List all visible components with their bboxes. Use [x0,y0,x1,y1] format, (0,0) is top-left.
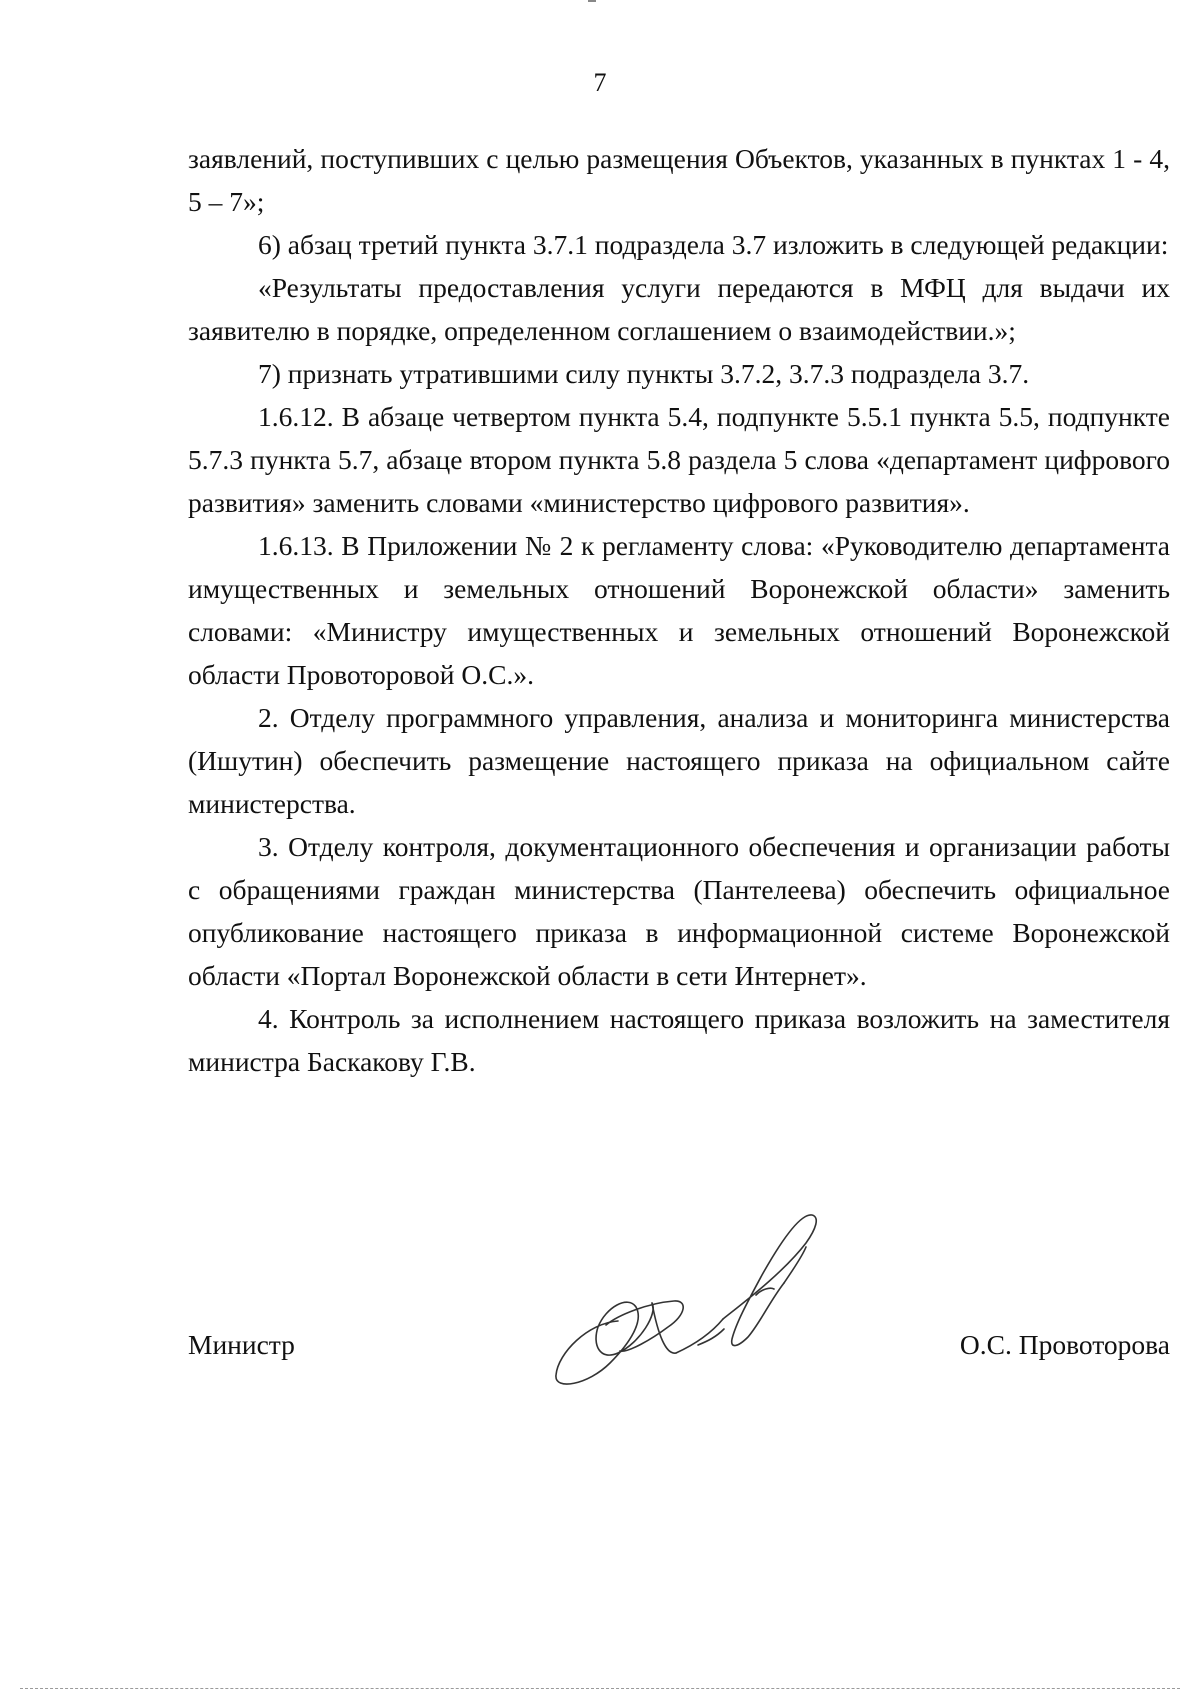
scan-mark [588,0,596,2]
paragraph: заявлений, поступивших с целью размещения Объектов, указанных в пунктах 1 - 4, 5 – 7»; [188,143,1170,217]
paragraph: 2. Отделу программного управления, анализа и мониторинга министерства (Ишутин) обеспечить размещение настоящего приказа на официальном сайте министерства. [188,702,1170,819]
handwritten-signature [548,1203,848,1393]
paragraph: 3. Отделу контроля, документационного обеспечения и организации работы с обращениями граждан министерства (Пантелеева) обеспечить официальное опубликование настоящего приказа в информационной системе Воронежской области «Портал Воронежской области в сети Интернет». [188,831,1170,991]
paragraph: 6) абзац третий пункта 3.7.1 подраздела 3.7 изложить в следующей редакции: [258,229,1169,260]
paragraph: 1.6.13. В Приложении № 2 к регламенту слова: «Руководителю департамента имущественных и земельных отношений Воронежской области» заменить словами: «Министру имущественных и земельных отношений Воронежской области Провоторовой О.С.». [188,530,1170,690]
signatory-title: Министр [188,1329,295,1360]
paragraph: «Результаты предоставления услуги передаются в МФЦ для выдачи их заявителю в порядке, определенном соглашением о взаимодействии.»; [188,272,1170,346]
signatory-name: О.С. Провоторова [959,1329,1170,1360]
paragraph: 4. Контроль за исполнением настоящего приказа возложить на заместителя министра Баскакову Г.В. [188,1003,1170,1077]
page-number: 7 [593,68,607,97]
paragraph: 1.6.12. В абзаце четвертом пункта 5.4, подпункте 5.5.1 пункта 5.5, подпункте 5.7.3 пункта 5.7, абзаце втором пункта 5.8 раздела 5 слова «департамент цифрового развития» заменить словами «министерство цифрового развития». [188,401,1170,518]
paragraph: 7) признать утратившими силу пункты 3.7.2, 3.7.3 подраздела 3.7. [258,358,1030,389]
document-body [188,137,1170,1083]
bottom-edge-rule [20,1688,1180,1689]
